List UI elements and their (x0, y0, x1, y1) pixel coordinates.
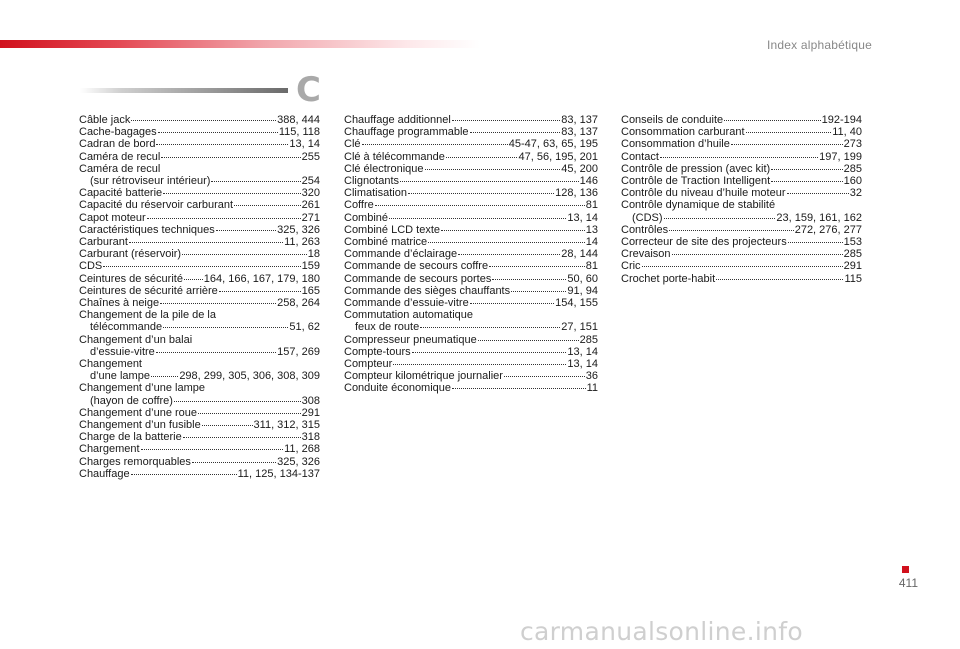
index-entry (344, 358, 598, 370)
section-title: Index alphabétique (766, 38, 872, 52)
dot-leader (660, 157, 818, 158)
dot-leader (724, 120, 821, 121)
entry-term: Commande des sièges chauffants (344, 284, 511, 297)
dot-leader (202, 425, 253, 426)
index-entry (621, 236, 862, 248)
index-entry (344, 163, 598, 175)
dot-leader (234, 205, 301, 206)
entry-pages: 11, 263 (284, 236, 320, 249)
dot-leader (151, 376, 178, 377)
entry-term: Conduite économique (344, 382, 452, 395)
index-entry (344, 212, 598, 224)
entry-term: Ceintures de sécurité arrière (79, 284, 218, 297)
entry-pages: 255 (301, 150, 320, 163)
dot-leader (216, 230, 276, 231)
dot-leader (219, 291, 301, 292)
entry-pages: 258, 264 (277, 297, 320, 310)
entry-pages: 285 (843, 162, 862, 175)
entry-term: Charges remorquables (79, 455, 191, 468)
entry-term: Commande d’essuie-vitre (344, 297, 469, 310)
entry-term: Changement d’une roue (79, 406, 198, 419)
entry-term: Cric (621, 260, 641, 273)
entry-pages: 318 (301, 431, 320, 444)
dot-leader (103, 266, 300, 267)
index-entry (621, 163, 862, 175)
index-entry (79, 407, 320, 419)
index-entry-heading: Changement d’un balai (79, 333, 193, 346)
dot-leader (129, 242, 283, 243)
dot-leader (642, 266, 843, 267)
index-entry-heading: Changement de la pile de la (79, 309, 216, 322)
header-accent-bar (0, 40, 480, 48)
entry-pages: 14 (585, 236, 598, 249)
index-entry (344, 382, 598, 394)
dot-leader (375, 205, 585, 206)
entry-term: Contrôles (621, 223, 669, 236)
index-entry (79, 297, 320, 309)
index-entry (79, 321, 320, 333)
dot-leader (771, 169, 842, 170)
index-entry (344, 248, 598, 260)
entry-pages: 285 (843, 248, 862, 261)
entry-pages: 159 (301, 260, 320, 273)
entry-pages: 271 (301, 211, 320, 224)
entry-pages: 83, 137 (561, 114, 598, 126)
index-entry (621, 273, 862, 285)
entry-term: (CDS) (632, 211, 663, 224)
dot-leader (788, 242, 843, 243)
entry-pages: 197, 199 (819, 150, 862, 163)
entry-pages: 91, 94 (567, 284, 598, 297)
dot-leader (489, 266, 585, 267)
entry-pages: 27, 151 (561, 321, 598, 334)
entry-term: Caméra de recul (79, 150, 161, 163)
entry-pages: 261 (301, 199, 320, 212)
entry-pages: 160 (843, 175, 862, 188)
dot-leader (452, 388, 586, 389)
entry-term: télécommande (90, 321, 163, 334)
entry-pages: 273 (843, 138, 862, 151)
index-column-3 (621, 114, 862, 285)
entry-pages: 11, 268 (284, 443, 320, 456)
index-entry (344, 138, 598, 150)
entry-pages: 285 (579, 333, 598, 346)
dot-leader (161, 157, 300, 158)
entry-term: Clé électronique (344, 162, 424, 175)
entry-term: Chargement (79, 443, 140, 456)
dot-leader (771, 181, 842, 182)
dot-leader (156, 352, 276, 353)
entry-pages: 388, 444 (277, 114, 320, 126)
entry-pages: 272, 276, 277 (794, 223, 862, 236)
entry-term: Crochet porte-habit (621, 272, 716, 285)
dot-leader (787, 193, 849, 194)
entry-pages: 128, 136 (555, 187, 598, 200)
dot-leader (393, 364, 566, 365)
dot-leader (147, 218, 301, 219)
dot-leader (184, 279, 203, 280)
entry-pages: 13, 14 (567, 211, 598, 224)
entry-term: Chaînes à neige (79, 297, 160, 310)
entry-pages: 157, 269 (277, 345, 320, 358)
entry-pages: 11 (586, 382, 598, 395)
entry-pages: 308 (301, 394, 320, 407)
entry-pages: 36 (585, 370, 598, 383)
index-entry (79, 443, 320, 455)
dot-leader (163, 327, 288, 328)
entry-pages: 11, 125, 134-137 (237, 467, 320, 480)
entry-term: Charge de la batterie (79, 431, 182, 444)
entry-term: Combiné matrice (344, 236, 428, 249)
index-entry (621, 114, 862, 126)
dot-leader (478, 340, 579, 341)
index-entry (621, 212, 862, 224)
index-entry (79, 419, 320, 431)
entry-term: Contrôle du niveau d’huile moteur (621, 187, 786, 200)
index-entry (344, 370, 598, 382)
entry-term: CDS (79, 260, 103, 273)
index-entry (344, 297, 598, 309)
dot-leader (131, 474, 237, 475)
entry-pages: 13, 14 (567, 358, 598, 371)
index-letter: C (296, 70, 321, 110)
entry-term: Consommation d’huile (621, 138, 730, 151)
entry-pages: 325, 326 (277, 223, 320, 236)
index-entry (344, 236, 598, 248)
entry-pages: 154, 155 (555, 297, 598, 310)
dot-leader (198, 413, 301, 414)
dot-leader (183, 437, 301, 438)
entry-pages: 165 (301, 284, 320, 297)
dot-leader (408, 193, 554, 194)
entry-term: Commande de secours coffre (344, 260, 489, 273)
entry-pages: 45, 200 (561, 162, 598, 175)
entry-pages: 18 (307, 248, 320, 261)
entry-term: Capacité du réservoir carburant (79, 199, 234, 212)
index-column-1 (79, 114, 320, 480)
dot-leader (446, 157, 518, 158)
dot-leader (428, 242, 585, 243)
index-entry (79, 456, 320, 468)
dot-leader (131, 120, 276, 121)
dot-leader (504, 376, 585, 377)
index-entry (621, 151, 862, 163)
index-entry (79, 273, 320, 285)
index-entry (79, 126, 320, 138)
index-entry (79, 138, 320, 150)
index-entry-heading: Contrôle dynamique de stabilité (621, 199, 776, 212)
entry-pages: 115 (844, 272, 862, 285)
index-entry (344, 334, 598, 346)
index-entry (79, 224, 320, 236)
index-entry (344, 187, 598, 199)
dot-leader (211, 181, 300, 182)
index-entry (79, 260, 320, 272)
entry-pages: 45-47, 63, 65, 195 (508, 138, 598, 151)
index-entry (79, 175, 320, 187)
index-entry (79, 395, 320, 407)
dot-leader (716, 279, 843, 280)
entry-pages: 81 (585, 260, 598, 273)
index-entry (79, 187, 320, 199)
index-entry-heading: Caméra de recul (79, 162, 161, 175)
index-entry (79, 114, 320, 126)
entry-term: Compteur (344, 358, 393, 371)
entry-term: Combiné (344, 211, 389, 224)
entry-pages: 192-194 (821, 114, 862, 126)
page-number: 411 (898, 576, 918, 590)
entry-term: Carburant (79, 236, 128, 249)
entry-pages: 115, 118 (278, 126, 320, 139)
index-entry (621, 224, 862, 236)
index-entry (344, 273, 598, 285)
entry-term: Contact (621, 150, 659, 163)
page-marker (902, 566, 909, 573)
entry-pages: 291 (843, 260, 862, 273)
index-entry-heading: Changement (79, 358, 142, 371)
index-entry (344, 151, 598, 163)
entry-term: d’une lampe (90, 370, 150, 383)
index-entry (621, 126, 862, 138)
dot-leader (156, 144, 288, 145)
entry-term: Chauffage additionnel (344, 114, 451, 126)
dot-leader (158, 132, 278, 133)
entry-term: Caractéristiques techniques (79, 223, 215, 236)
index-entry (344, 199, 598, 211)
entry-term: Carburant (réservoir) (79, 248, 182, 261)
entry-pages: 13 (585, 223, 598, 236)
entry-term: Compresseur pneumatique (344, 333, 477, 346)
dot-leader (731, 144, 843, 145)
index-column-2 (344, 114, 598, 395)
dot-leader (420, 327, 560, 328)
entry-term: Conseils de conduite (621, 114, 724, 126)
entry-term: Correcteur de site des projecteurs (621, 236, 787, 249)
entry-term: Clignotants (344, 175, 400, 188)
entry-term: Contrôle de pression (avec kit) (621, 162, 771, 175)
dot-leader (664, 218, 776, 219)
entry-term: feux de route (355, 321, 420, 334)
entry-pages: 164, 166, 167, 179, 180 (203, 272, 320, 285)
dot-leader (492, 279, 566, 280)
index-entry (79, 199, 320, 211)
entry-term: Ceintures de sécurité (79, 272, 183, 285)
entry-pages: 325, 326 (277, 455, 320, 468)
dot-leader (182, 254, 307, 255)
entry-pages: 291 (301, 406, 320, 419)
dot-leader (412, 352, 567, 353)
index-entry (344, 321, 598, 333)
entry-term: Changement d’un fusible (79, 419, 201, 432)
entry-pages: 83, 137 (561, 126, 598, 139)
index-entry (79, 431, 320, 443)
entry-pages: 311, 312, 315 (253, 419, 320, 432)
entry-term: (sur rétroviseur intérieur) (90, 175, 211, 188)
watermark: carmanualsonline.info (520, 617, 803, 646)
entry-term: Capot moteur (79, 211, 146, 224)
entry-term: Clé à télécommande (344, 150, 445, 163)
index-entry (344, 260, 598, 272)
index-entry (344, 224, 598, 236)
entry-pages: 47, 56, 195, 201 (518, 150, 598, 163)
index-entry (79, 151, 320, 163)
dot-leader (389, 218, 566, 219)
entry-term: Capacité batterie (79, 187, 163, 200)
entry-pages: 298, 299, 305, 306, 308, 309 (179, 370, 320, 383)
entry-term: Crevaison (621, 248, 671, 261)
index-entry-heading: Changement d’une lampe (79, 382, 205, 395)
dot-leader (400, 181, 579, 182)
index-entry (344, 114, 598, 126)
index-entry (79, 285, 320, 297)
dot-leader (669, 230, 794, 231)
index-entry (79, 370, 320, 382)
entry-term: (hayon de coffre) (90, 394, 173, 407)
dot-leader (160, 303, 276, 304)
entry-pages: 13, 14 (289, 138, 320, 151)
dot-leader (470, 303, 554, 304)
index-entry (621, 260, 862, 272)
entry-pages: 50, 60 (567, 272, 598, 285)
index-entry (621, 138, 862, 150)
index-entry-heading: Commutation automatique (344, 309, 474, 322)
index-entry (344, 346, 598, 358)
dot-leader (362, 144, 508, 145)
dot-leader (441, 230, 585, 231)
entry-pages: 28, 144 (561, 248, 598, 261)
entry-pages: 23, 159, 161, 162 (776, 211, 862, 224)
entry-term: Clé (344, 138, 361, 151)
index-entry (79, 346, 320, 358)
entry-term: Commande de secours portes (344, 272, 492, 285)
entry-term: Consommation carburant (621, 126, 745, 139)
dot-leader (470, 132, 561, 133)
dot-leader (746, 132, 832, 133)
entry-pages: 32 (849, 187, 862, 200)
entry-pages: 81 (585, 199, 598, 212)
dot-leader (511, 291, 566, 292)
entry-term: Cadran de bord (79, 138, 156, 151)
dot-leader (672, 254, 843, 255)
entry-pages: 153 (843, 236, 862, 249)
entry-pages: 51, 62 (289, 321, 320, 334)
entry-pages: 146 (579, 175, 598, 188)
entry-term: Compteur kilométrique journalier (344, 370, 503, 383)
dot-leader (174, 401, 301, 402)
entry-pages: 254 (301, 175, 320, 188)
index-entry (79, 212, 320, 224)
entry-term: Contrôle de Traction Intelligent (621, 175, 771, 188)
entry-term: Commande d’éclairage (344, 248, 458, 261)
entry-term: Compte-tours (344, 345, 411, 358)
index-entry (621, 175, 862, 187)
index-entry (79, 468, 320, 480)
entry-term: Chauffage (79, 467, 130, 480)
entry-term: Cache-bagages (79, 126, 157, 139)
entry-term: Chauffage programmable (344, 126, 469, 139)
index-entry (344, 175, 598, 187)
entry-term: Climatisation (344, 187, 407, 200)
dot-leader (458, 254, 560, 255)
dot-leader (192, 462, 276, 463)
index-entry (344, 126, 598, 138)
entry-term: d’essuie-vitre (90, 345, 155, 358)
entry-term: Câble jack (79, 114, 131, 126)
index-entry (621, 187, 862, 199)
index-entry (79, 236, 320, 248)
entry-pages: 13, 14 (567, 345, 598, 358)
index-entry (621, 248, 862, 260)
dot-leader (425, 169, 561, 170)
letter-divider-rule (80, 88, 288, 93)
index-entry (79, 248, 320, 260)
entry-term: Coffre (344, 199, 374, 212)
dot-leader (163, 193, 300, 194)
dot-leader (452, 120, 560, 121)
entry-pages: 320 (301, 187, 320, 200)
entry-term: Combiné LCD texte (344, 223, 440, 236)
entry-pages: 11, 40 (832, 126, 862, 139)
dot-leader (141, 449, 284, 450)
index-entry (344, 285, 598, 297)
